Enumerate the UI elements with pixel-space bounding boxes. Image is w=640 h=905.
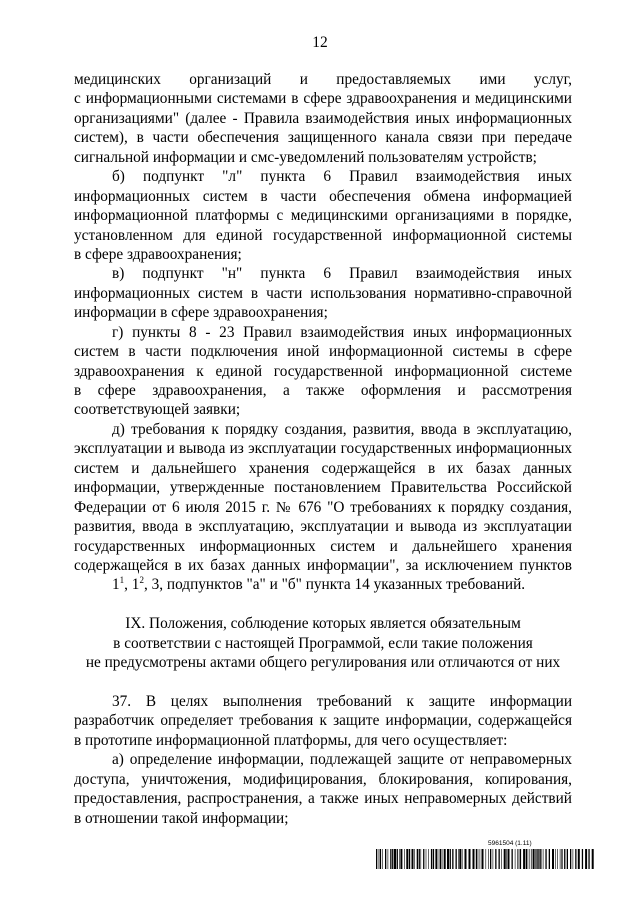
text-line: содержащейся в их базах данных информации", за исключением пунктов (74, 556, 572, 574)
section-heading (74, 614, 572, 672)
barcode-icon (376, 849, 596, 869)
text-line: в отношении такой информации; (74, 809, 289, 827)
text-line: эксплуатации и вывода из эксплуатации государственных информационных (74, 440, 572, 458)
text-line: информационных систем в части обеспечения обмена информацией (74, 187, 572, 205)
text-line: установленном для единой государственной информационной системы (74, 226, 572, 244)
text-line-footnote-refs: $1^1$, $1^2$, 3, подпунктов "а" и "б" пункта 14 указанных требований. (112, 575, 526, 594)
paragraph-block-2 (74, 692, 572, 828)
barcode-code: 5961504 (1.11) (488, 840, 532, 847)
text-line: в сфере здравоохранения; (74, 245, 242, 263)
text-line: систем и дальнейшего хранения содержащейся в их базах данных (74, 459, 572, 477)
text-line: в прототипе информационной платформы, для чего осуществляет: (74, 731, 508, 749)
text-line: информации в сфере здравоохранения; (74, 304, 328, 322)
text-line: систем в части подключения иной информационной системы в сфере (74, 343, 572, 361)
text-line: информационных систем в части использования нормативно-справочной (74, 284, 572, 302)
text-line: с информационными системами в сфере здравоохранения и медицинскими (74, 90, 572, 108)
text-line: информационной платформы с медицинскими организациями в порядке, (74, 207, 572, 225)
text-line: г) пункты 8 - 23 Правил взаимодействия иных информационных (112, 323, 572, 341)
text-line: а) определение информации, подлежащей защите от неправомерных (112, 751, 572, 769)
heading-line: в соответствии с настоящей Программой, если такие положения (113, 634, 533, 652)
text-line: разработчик определяет требования к защите информации, содержащейся (74, 712, 572, 730)
text-line: информации, утвержденные постановлением Правительства Российской (74, 479, 572, 497)
text-line: государственных информационных систем и дальнейшего хранения (74, 537, 572, 555)
text-line: доступа, уничтожения, модифицирования, блокирования, копирования, (74, 770, 572, 788)
text-line: систем), в части обеспечения защищенного канала связи при передаче (74, 129, 572, 147)
text-line: б) подпункт "л" пункта 6 Правил взаимодействия иных (112, 168, 572, 186)
heading-line: не предусмотрены актами общего регулирования или отличаются от них (85, 654, 561, 672)
text-line: д) требования к порядку создания, развития, ввода в эксплуатацию, (112, 420, 572, 438)
text-line: сигнальной информации и смс-уведомлений пользователям устройств; (74, 148, 537, 166)
text-line: Федерации от 6 июля 2015 г. № 676 "О требованиях к порядку создания, (74, 498, 572, 516)
text-line: в сфере здравоохранения, а также оформления и рассмотрения (74, 382, 572, 399)
text-line: соответствующей заявки; (74, 401, 241, 419)
text-line: предоставления, распространения, а также иных неправомерных действий (74, 790, 572, 808)
text-line: развития, ввода в эксплуатацию, эксплуатации и вывода из эксплуатации (74, 518, 572, 536)
text-line: в) подпункт "н" пункта 6 Правил взаимодействия иных (112, 265, 572, 283)
paragraph-block-1 (74, 70, 572, 575)
text-line: организациями" (далее - Правила взаимодействия иных информационных (74, 109, 572, 127)
text-line: 37. В целях выполнения требований к защите информации (112, 693, 572, 710)
page-number: 12 (312, 34, 328, 51)
document-body (74, 70, 572, 828)
heading-line: IX. Положения, соблюдение которых является обязательным (125, 615, 521, 633)
text-line: медицинских организаций и предоставляемых ими услуг, (74, 71, 572, 88)
text-line: здравоохранения к единой государственной информационной системе (74, 362, 572, 380)
